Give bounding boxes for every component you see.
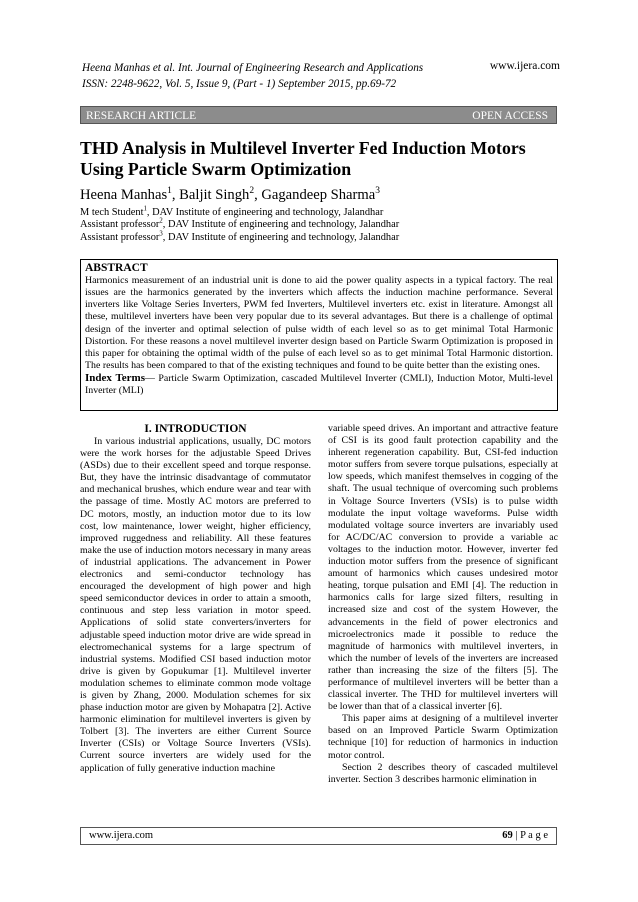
affiliation-line [80,207,399,219]
affiliation-line [80,219,399,231]
article-type-banner [80,106,557,124]
page-number-value: 69 [502,830,513,841]
affiliation-superscript: 1 [143,205,147,213]
footer-website-link[interactable]: www.ijera.com [89,830,154,841]
affiliation-text: , DAV Institute of engineering and technology, Jalandhar [162,231,400,243]
index-terms-text: — Particle Swarm Optimization, cascaded Multilevel Inverter (CMLI), Induction Motor, Multi-level Inverter (MLI) [85,373,553,397]
author-name: Baljit Singh [179,187,250,203]
affiliation-text: , DAV Institute of engineering and technology, Jalandhar [146,207,384,218]
affiliation-superscript: 2 [159,217,163,225]
research-article-label: RESEARCH ARTICLE [86,110,197,122]
citation-line-2: ISSN: 2248-9622, Vol. 5, Issue 9, (Part - 1) September 2015, pp.69-72 [82,78,397,90]
affiliation-role: M tech Student [80,207,144,218]
affiliation-text: , DAV Institute of engineering and technology, Jalandhar [162,219,400,231]
body-paragraph: This paper aims at designing of a multilevel inverter based on an Improved Particle Swarm Optimization technique [10] for reduction of harmonics in induction motor control. [328,713,558,761]
index-terms-label: Index Terms [85,372,145,385]
page-footer [80,827,557,845]
affiliation-superscript: 3 [159,230,163,238]
affiliations [80,207,399,244]
citation-line-1: Heena Manhas et al. Int. Journal of Engineering Research and Applications [82,62,424,74]
author-name: Gagandeep Sharma [261,187,376,203]
intro-paragraph: In various industrial applications, usually, DC motors were the work horses for the adjustable Speed Drives (ASDs) due to their excellent speed and torque response. But, they have the intrinsic disadvantage of commutator and mechanical brushes, which endure wear and tear with the passage of time. Mostly AC motors are preferred to DC motors, mostly, an induction motor due to its low cost, low maintenance, lower weight, higher efficiency, improved ruggedness and reliability. All these features make the use of induction motors necessary in many areas of industrial applications. The advancement in Power electronics and semi-conductor technology has encouraged the development of high power and high speed semiconductor devices in order to attain a smooth, continuous and step less variation in motor speed. Applications of solid state converters/inverters for adjustable speed induction motor drive are wide spread in electromechanical systems for a large spectrum of industrial systems. Modified CSI based induction motor drive is given by Gopukumar [1]. Multilevel inverter modulation schemes to eliminate common mode voltage is given by Zhang, 2000. Modulation schemes for six phase induction motor are given by Mohapatra [2]. Active harmonic elimination for multilevel inverters is given by Tolbert [3]. The inverters are either Current Source Inverter (CSIs) or Voltage Source Inverters (VSIs). Current source inverters are widely used for the application of fully generative induction machine [80,436,311,774]
author-superscript: 2 [249,186,255,197]
section-heading-introduction: I. INTRODUCTION [144,423,247,435]
right-column [328,423,558,786]
header-website-link[interactable]: www.ijera.com [489,60,560,72]
page-number [502,828,548,844]
abstract-heading: ABSTRACT [85,262,148,274]
author-superscript: 3 [375,186,380,197]
paper-title: THD Analysis in Multilevel Inverter Fed Induction Motors Using Particle Swarm Optimization [80,138,526,179]
open-access-label: OPEN ACCESS [472,110,548,122]
author-separator: , [254,187,262,203]
body-paragraph: Section 2 describes theory of cascaded multilevel inverter. Section 3 describes harmonic elimination in [328,761,558,785]
body-paragraph: variable speed drives. An important and attractive feature of CSI is its good fault protection capability and the inherent regeneration capability. But, CSI-fed induction motor suffers from severe torque pulsations, especially at low speeds, which manifest themselves in cogging of the shaft. The usual technique of overcoming such problems in Voltage Source Inverters (VSIs) is to pulse width modulate the input voltage waveforms. Pulse width modulated voltage source inverters are invariably used for AC/DC/AC conversion to provide a variable ac voltages to the induction motor. However, inverter fed induction motor suffers from the presence of significant amount of harmonics which causes undesired motor heating, torque pulsation and EMI [4]. The reduction in harmonics calls for large sized filters, resulting in increased size and cost of the system However, the advancements in the field of power electronics and microelectronics made it possible to reduce the magnitude of harmonics with multilevel inverters, in which the number of levels of the inverters are increased rather than increasing the size of the filters [5]. The performance of multilevel inverters will be better than a classical inverter. The THD for multilevel inverters will be lower than that of a classical inverter [6]. [328,423,558,713]
page-word: P a g e [520,830,548,841]
abstract-box [80,259,558,411]
abstract-text: Harmonics measurement of an industrial unit is done to aid the power quality aspects in a typical factory. The real issues are the harmonics generated by the inverters which affects the induction machine performance. Several inverters like Voltage Series Inverters, PWM fed Inverters, Multilevel inverters etc. exist in literature. Amongst all these, multilevel inverters have been very popular due to its several advantages. But there is a challenge of optimal design of the inverter and optimal selection of pulse width of each level so as to get minimal Total Harmonic Distortion. For these reasons a novel multilevel inverter design based on Particle Swarm Optimization is proposed in this paper for obtaining the optimal width of the pulse of each level so as to get minimal Total Harmonic distortion. The results has been compared to that of the existing techniques and found to be quite better than the existing ones. [85,275,553,372]
author-superscript: 1 [167,186,172,197]
affiliation-role: Assistant professor [80,219,160,231]
left-column [80,423,311,775]
affiliation-role: Assistant professor [80,231,160,243]
author-separator: , [171,187,180,203]
index-terms [85,372,553,397]
journal-citation [82,60,423,92]
author-list [80,186,380,204]
author-name: Heena Manhas [80,187,168,203]
affiliation-line [80,232,399,244]
page-separator: | [512,830,521,841]
